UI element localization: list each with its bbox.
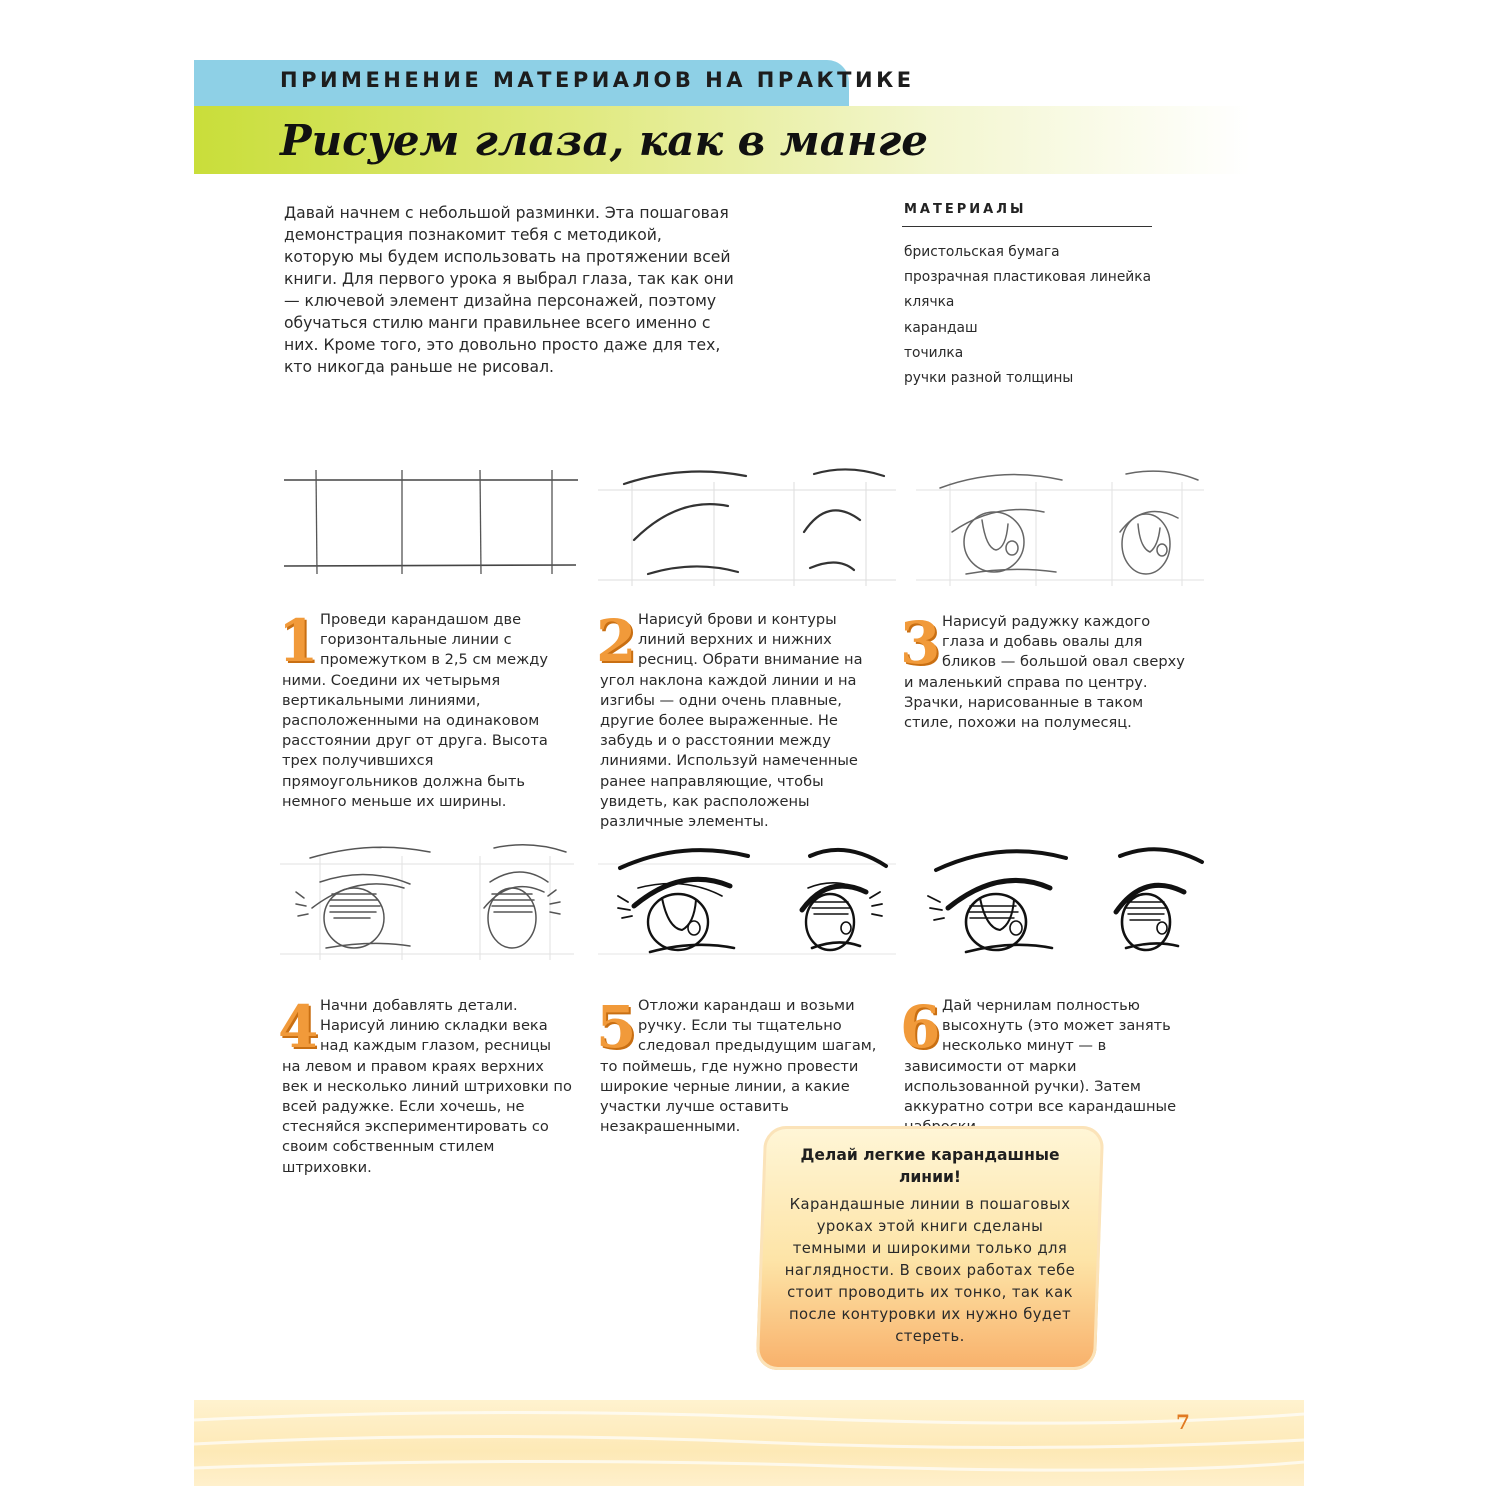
- tip-text: Карандашные линии в пошаговых уроках этой книги сделаны темными и широкими только для наглядности. В своих работах тебе стоит проводить их тонко, так как после контуровки их нужно будет стереть.: [784, 1196, 1076, 1345]
- step-text: Нарисуй брови и контуры линий верхних и нижних ресниц. Обрати внимание на угол наклона каждой линии и на изгибы — одни очень плавные, другие более выраженные. Не забудь и о расстоянии между линиями. Используй намеченные ранее направляющие, чтобы увидеть, как расположены различные элементы.: [600, 611, 863, 831]
- step-5: [596, 993, 882, 1137]
- step-3-illustration: [916, 462, 1206, 586]
- materials-item: точилка: [904, 344, 964, 361]
- step-text: Нарисуй радужку каждого глаза и добавь овалы для бликов — большой овал сверху и маленький справа по центру. Зрачки, нарисованные в таком стиле, похожи на полумесяц.: [904, 613, 1185, 732]
- step-3: [900, 609, 1194, 733]
- step-text: Отложи карандаш и возьми ручку. Если ты тщательно следовал предыдущим шагам, то поймешь, где нужно провести широкие черные линии, а какие участки лучше оставить незакрашенными.: [600, 997, 877, 1136]
- materials-item: прозрачная пластиковая линейка: [904, 269, 1152, 286]
- step-number: 2: [596, 607, 637, 675]
- step-1-illustration: [280, 468, 580, 578]
- page-number: 7: [1176, 1410, 1190, 1434]
- step-number: 6: [900, 993, 941, 1061]
- step-4: [278, 993, 574, 1178]
- step-number: 3: [900, 609, 941, 677]
- step-2: [596, 607, 880, 832]
- footer-band: [194, 1400, 1304, 1486]
- tip-title: Делай легкие карандашные линии!: [800, 1146, 1060, 1186]
- step-2-illustration: [598, 462, 898, 586]
- step-text: Дай чернилам полностью высохнуть (это может занять несколько минут — в зависимости от марки использованной ручки). Затем аккуратно сотри все карандашные: [904, 997, 1177, 1116]
- step-5-illustration: [598, 836, 898, 960]
- materials-item: бристольская бумага: [904, 244, 1060, 260]
- step-number: 5: [596, 993, 637, 1061]
- intro-paragraph: Давай начнем с небольшой разминки. Эта пошаговая демонстрация познакомит тебя с методикой, которую мы будем использовать на протяжении всей книги. Для первого урока я выбрал глаза, так как они — ключевой элемент дизайна персонажей, поэтому обучаться стилю манги правильнее всего именно с них. Кроме того, это довольно просто даже для тех, кто никогда раньше не рисовал.: [284, 204, 734, 376]
- step-6: [900, 993, 1186, 1137]
- step-text: Начни добавлять детали. Нарисуй линию складки века над каждым глазом, ресницы на левом и правом краях верхних век и несколько линий штриховки по всей радужке. Если хочешь, не стесняйся экспериментировать со своим собственным стилем штриховки.: [282, 997, 572, 1176]
- step-text: Проведи карандашом две горизонтальные линии с промежутком в 2,5 см между ними. Соедини их четырьмя вертикальными линиями, расположенными на одинаковом расстоянии друг от друга. Высота трех получившихся прямоугольников должна быть немного меньше их ширины.: [282, 611, 549, 810]
- step-1: [278, 607, 572, 812]
- step-4-illustration: [280, 836, 576, 960]
- materials-divider: [902, 226, 1152, 227]
- materials-item: клячка: [904, 294, 955, 311]
- materials-item: ручки разной толщины: [904, 370, 1074, 387]
- materials-title: МАТЕРИАЛЫ: [904, 202, 1027, 217]
- step-number: 1: [278, 607, 319, 675]
- footer-wave-pattern: [194, 1400, 1304, 1486]
- materials-item: карандаш: [904, 319, 978, 336]
- page-title: Рисуем глаза, как в манге: [280, 116, 928, 165]
- materials-list: [904, 240, 1151, 391]
- section-label: ПРИМЕНЕНИЕ МАТЕРИАЛОВ НА ПРАКТИКЕ: [280, 68, 915, 92]
- step-number: 4: [278, 993, 319, 1061]
- step-6-illustration: [916, 836, 1206, 960]
